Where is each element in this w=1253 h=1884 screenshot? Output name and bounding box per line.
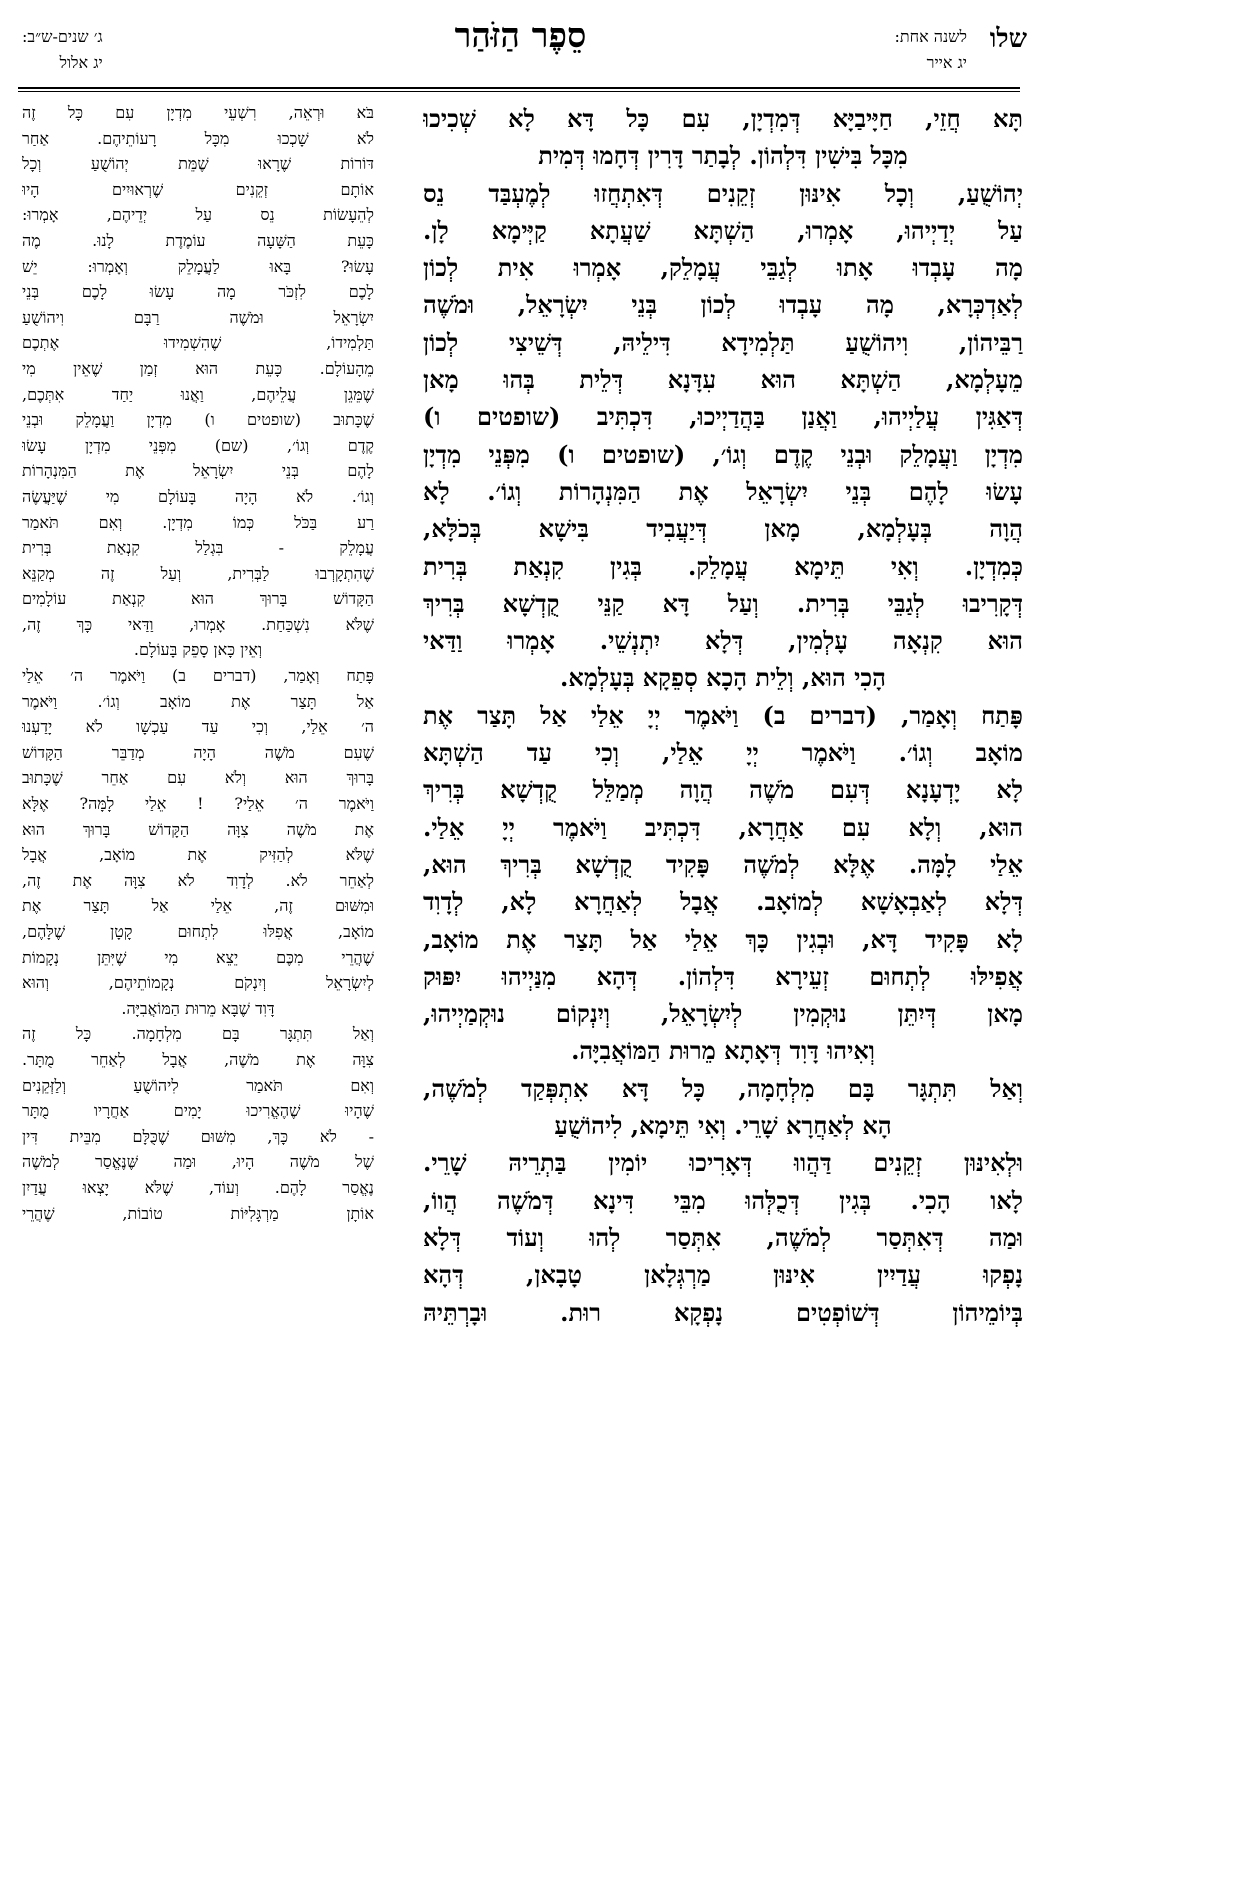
text-line: וּלְאִינּוּן זְקֵנִים דַּהֲווּ דְּאָרִיכוּ יוֹמִין בַּתְרֵיהּ שָׁרֵי. bbox=[423, 1148, 1023, 1178]
text-line: שֶׁעִם מֹשֶׁה הָיָה מְדַבֵּר הַקָּדוֹשׁ bbox=[22, 742, 374, 762]
text-line: לָאו הָכִי. בְּגִין דְּכֻלְּהוּ מִבֵּי דִּינָא דְּמֹשֶׁה הֲווֹ, bbox=[423, 1185, 1023, 1215]
text-line: בֹּא וּרְאֵה, רִשְׁעֵי מִדְיָן עִם כָּל זֶה bbox=[22, 103, 374, 122]
header-rule-bottom bbox=[18, 91, 1020, 92]
text-line: לֹא שָׁכְכוּ מִכָּל רָעוֹתֵיהֶם. אַחַר bbox=[22, 128, 374, 148]
text-line: מָאן דְּיִתֵּן נוּקְמִין לְיִשְׂרָאֵל, וְיִנְקוֹם נוּקְמַיְיהוּ, bbox=[423, 999, 1023, 1029]
text-line: הֲוָה בְּעָלְמָא, מָאן דְּיַעֲבִיד בִּישָׁא בְּכֹלָּא, bbox=[423, 514, 1023, 544]
text-line: לָהֶם בְּנֵי יִשְׂרָאֵל אֶת הַמִּנְהָרוֹת bbox=[22, 461, 374, 481]
text-line: אוֹתָן מַרְגָּלִיּוֹת טוֹבוֹת, שֶׁהֲרֵי bbox=[22, 1203, 374, 1223]
text-line: הָכִי הוּא, וְלֵית הָכָא סְפֵקָא בְּעָלְמָא. bbox=[560, 663, 886, 693]
text-line: וּמִשּׁוּם זֶה, אֵלַי אַל תָּצַר אֶת bbox=[22, 896, 374, 916]
text-line: דְּאַגִּין עֲלַיְיהוּ, וַאֲנַן בַּהֲדַיְיכוּ, דִּכְתִּיב (שופטים ו) bbox=[423, 402, 1023, 432]
text-line: רַע בַּכֹּל כְּמוֹ מִדְיָן. וְאִם תֹּאמַר bbox=[22, 512, 374, 532]
text-line: נָפְקוּ עֲדַיִין אִינּוּן מַרְגְּלָאן טָבָאן, דְּהָא bbox=[423, 1260, 1023, 1290]
text-line: דּוֹרוֹת שֶׁרָאוּ שֶׁמֵּת יְהוֹשֻׁעַ וְכָל bbox=[22, 154, 374, 174]
text-line: וְאֵין כָּאן סָפֵק בָּעוֹלָם. bbox=[133, 640, 263, 660]
text-line: תַּלְמִידוֹ, שֶׁהִשְׁמִידוּ אֶתְכֶם bbox=[22, 333, 374, 353]
text-line: אֵלַי לָמָּה. אֶלָּא לְמֹשֶׁה פָּקִיד קֻדְשָׁא בְּרִיךְ הוּא, bbox=[423, 849, 1023, 879]
book-title: סֵפֶר הַזֹּהַר bbox=[454, 16, 587, 56]
header-rule-top bbox=[18, 87, 1020, 89]
schedule-label: לשנה אחת: bbox=[894, 27, 967, 46]
text-line: וַיֹּאמֶר ה׳ אֵלַי? ! אֵלַי לָמָּה? אֶלָּא bbox=[22, 794, 374, 814]
text-line: יִשְׂרָאֵל וּמֹשֶׁה רַבָּם וִיהוֹשֻׁעַ bbox=[22, 307, 374, 327]
text-line: עֲמָלֵק - בִּגְלַל קִנְאַת בְּרִית bbox=[22, 538, 374, 558]
text-line: לָא יָדְעָנָא דְּעִם מֹשֶׁה הֲוָה מְמַלֵּל קֻדְשָׁא בְּרִיךְ bbox=[423, 775, 1023, 805]
text-line: עָשׂוּ לָהֶם בְּנֵי יִשְׂרָאֵל אֶת הַמִּנְהָרוֹת וְגוֹ׳. לָא bbox=[423, 476, 1023, 506]
text-line: דָּוִד שֶׁבָּא מֵרוּת הַמּוֹאֲבִיָּה. bbox=[121, 998, 275, 1018]
text-line: לְהֵעָשׂוֹת נֵס עַל יְדֵיהֶם, אָמְרוּ: bbox=[22, 205, 374, 225]
text-line: וְאִיהוּ דָּוִד דְּאָתָא מֵרוּת הַמּוֹאֲבִיָּה. bbox=[571, 1036, 875, 1066]
text-line: מֵעָלְמָא, הַשְׁתָּא הוּא עִדָּנָא דְּלֵית בְּהוּ מָאן bbox=[423, 365, 1023, 395]
text-line: דְּקָרִיבוּ לְגַבֵּי בְּרִית. וְעַל דָּא קַנֵּי קֻדְשָׁא בְּרִיךְ bbox=[423, 588, 1023, 618]
text-line: ה׳ אֵלַי, וְכִי עַד עַכְשָׁו לֹא יָדַעְנוּ bbox=[22, 717, 374, 737]
text-line: - לֹא כָּךְ, מִשּׁוּם שֶׁכֻּלָּם מִבֵּית דִּין bbox=[22, 1126, 374, 1146]
text-line: הוּא קִנְאָה עָלְמִין, דְּלָא יִתְנְשֵׁי. אָמְרוּ וַדַּאי bbox=[423, 626, 1023, 656]
page-number: שלו bbox=[989, 24, 1027, 54]
text-line: הוּא, וְלָא עִם אַחֲרָא, דִּכְתִּיב וַיֹּאמֶר יְיָ אֵלַי. bbox=[423, 812, 1023, 842]
text-line: עַל יְדַיְיהוּ, אָמְרוּ, הַשְׁתָּא שַׁעֲתָא קַיְּימָא לָן. bbox=[423, 215, 1023, 245]
text-line: כָּעֵת הַשָּׁעָה עוֹמֶדֶת לָנוּ. מֶה bbox=[22, 230, 374, 250]
text-line: מִכָּל בִּישִׁין דִּלְהוֹן. לְבָתַר דָּרִין דְּחָמוּ דְּמִית bbox=[538, 141, 908, 171]
text-line: נֶאֱסַר לָהֶם. וְעוֹד, שֶׁלֹּא יָצְאוּ עֲדַיִן bbox=[22, 1177, 374, 1197]
text-line: וְאַל תִּתְגָּר בָּם מִלְחָמָה. כָּל זֶה bbox=[22, 1024, 374, 1044]
text-line: שֶׁכָּתוּב (שופטים ו) מִדְיָן וַעֲמָלֵק וּבְנֵי bbox=[22, 410, 374, 430]
text-line: הָא לְאַחֲרָא שָׁרֵי. וְאִי תֵּימָא, לִיהוֹשֻׁעַ bbox=[554, 1111, 892, 1141]
text-line: וְגוֹ׳. לֹא הָיָה בָּעוֹלָם מִי שֶׁיַּעֲשֶׂה bbox=[22, 486, 374, 506]
text-line: שֶׁלֹּא לְהַזִּיק אֶת מוֹאָב, אֲבָל bbox=[22, 845, 374, 865]
text-line: שֶׁהָיוּ שֶׁהֶאֱרִיכוּ יָמִים אַחֲרָיו מֻתָּר bbox=[22, 1101, 374, 1121]
text-line: לְאַחֵר לֹא. לְדָוִד לֹא צִוָּה אֶת זֶה, bbox=[22, 870, 374, 890]
text-line: מָה עָבְדוּ אָתוּ לְגַבֵּי עֲמָלֵק, אָמְרוּ אִית לְכוֹן bbox=[423, 253, 1023, 283]
text-line: דְּלָא לְאַבְאָשָׁא לְמוֹאָב. אֲבָל לְאַחֲרָא לָא, לְדָוִד bbox=[423, 887, 1023, 917]
text-line: פָּתַח וְאָמַר, (דברים ב) וַיֹּאמֶר יְיָ אֵלַי אַל תָּצַר אֶת bbox=[423, 700, 1023, 730]
study-schedule-three-year bbox=[22, 24, 103, 76]
text-line: בְּיוֹמֵיהוֹן דְּשׁוֹפְטִים נָפְקָא רוּת. וּבָרְתֵּיהּ bbox=[423, 1297, 1023, 1327]
text-line: קֶדֶם וְגוֹ׳, (שם) מִפְּנֵי מִדְיָן עָשׂוּ bbox=[22, 435, 374, 455]
schedule-date: יג אייר bbox=[926, 53, 967, 72]
text-line: אֲפִילּוּ לְתְחוּם זְעֵירָא דִּלְהוֹן. דְּהָא מִנַּיְיהוּ יִפּוּק bbox=[423, 961, 1023, 991]
text-line: לָכֶם לִזְכֹּר מָה עָשׂוּ לָכֶם בְּנֵי bbox=[22, 282, 374, 302]
text-line: שֶׁל מֹשֶׁה הָיוּ, וּמַה שֶּׁנֶּאֱסַר לְמֹשֶׁה bbox=[22, 1152, 374, 1172]
text-line: מֵהָעוֹלָם. כָּעֵת הוּא זְמַן שֶׁאֵין מִי bbox=[22, 358, 374, 378]
text-line: מוֹאָב וְגוֹ׳. וַיֹּאמֶר יְיָ אֵלַי, וְכִי עַד הַשְׁתָּא bbox=[423, 738, 1023, 768]
text-line: אַל תָּצַר אֶת מוֹאָב וְגוֹ׳. וַיֹּאמֶר bbox=[22, 691, 374, 711]
text-line: אֶת מֹשֶׁה צִוָּה הַקָּדוֹשׁ בָּרוּךְ הוּא bbox=[22, 819, 374, 839]
text-line: שֶׁהֲרֵי מִכֶּם יֵצֵא מִי שֶׁיִּתֵּן נְקָמוֹת bbox=[22, 947, 374, 967]
text-line: וּמַה דְּאִתְּסַר לְמֹשֶׁה, אִתְּסַר לְהוּ וְעוֹד דְּלָא bbox=[423, 1222, 1023, 1252]
text-line: רַבֵּיהוֹן, וִיהוֹשֻׁעַ תַּלְמִידָא דִּילֵיהּ, דְּשֵׁיצִי לְכוֹן bbox=[423, 327, 1023, 357]
text-line: וְאִם תֹּאמַר לִיהוֹשֻׁעַ וְלַזְּקֵנִים bbox=[22, 1075, 374, 1095]
text-line: מוֹאָב, אֲפִלּוּ לִתְחוּם קָטָן שֶׁלָּהֶם, bbox=[22, 922, 374, 941]
hebrew-translation-text bbox=[22, 100, 374, 1226]
page-header bbox=[0, 0, 1041, 92]
text-line: שֶׁלֹּא נִשְׁכַּחַת. אָמְרוּ, וַדַּאי כָּךְ זֶה, bbox=[22, 614, 374, 634]
text-line: תָּא חֲזֵי, חַיָּיבַיָּא דְּמִדְיָן, עִם כָּל דָּא לָא שְׁכִיכוּ bbox=[423, 104, 1023, 133]
text-line: לְאַדְכְּרָא, מָה עָבְדוּ לְכוֹן בְּנֵי יִשְׂרָאֵל, וּמֹשֶׁה bbox=[423, 290, 1023, 320]
aramaic-main-text bbox=[423, 100, 1023, 1331]
text-line: פָּתַח וְאָמַר, (דברים ב) וַיֹּאמֶר ה׳ אֵלַי bbox=[22, 666, 374, 686]
text-line: בָּרוּךְ הוּא וְלֹא עִם אַחֵר שֶׁכָּתוּב bbox=[22, 768, 374, 788]
text-line: הַקָּדוֹשׁ בָּרוּךְ הוּא קִנְאַת עוֹלָמִים bbox=[22, 589, 374, 609]
text-line: שֶׁהִתְקָרְבוּ לַבְּרִית, וְעַל זֶה מְקַנֵּא bbox=[22, 563, 374, 583]
text-line: וְאַל תִּתְגָּר בָּם מִלְחָמָה, כָּל דָּא אִתְפְּקַד לְמֹשֶׁה, bbox=[423, 1073, 1023, 1103]
text-line: עָשׂוּ? בָּאוּ לַעֲמָלֵק וְאָמְרוּ: יֵשׁ bbox=[22, 256, 374, 276]
schedule-label: ג׳ שנים-ש״ב: bbox=[22, 27, 103, 46]
text-line: שֶׁמֵּגֵן עֲלֵיהֶם, וַאֲנוּ יַחַד אִתְּכֶם, bbox=[22, 384, 374, 404]
text-line: יְהוֹשֻׁעַ, וְכָל אִינּוּן זְקֵנִים דְּאִתְחֲזוּ לְמֶעְבַּד נֵס bbox=[423, 178, 1023, 208]
text-line: כְּמִדְיָן. וְאִי תֵּימָא עֲמָלֵק. בְּגִין קִנְאַת בְּרִית bbox=[423, 551, 1023, 581]
text-line: אוֹתָם זְקֵנִים שֶׁרְאוּיִים הָיוּ bbox=[22, 179, 374, 199]
text-line: מִדְיָן וַעֲמָלֵק וּבְנֵי קֶדֶם וְגוֹ׳, (שופטים ו) מִפְּנֵי מִדְיָן bbox=[423, 439, 1023, 469]
schedule-date: יג אלול bbox=[59, 53, 103, 72]
text-line: צִוָּה אֶת מֹשֶׁה, אֲבָל לְאַחֵר מֻתָּר. bbox=[22, 1049, 374, 1069]
text-line: לָא פָּקִיד דָּא, וּבְגִין כָּךְ אֵלַי אַל תָּצַר אֶת מוֹאָב, bbox=[423, 924, 1023, 954]
text-line: לְיִשְׂרָאֵל וְיִנְקֹם נְקָמוֹתֵיהֶם, וְהוּא bbox=[22, 973, 374, 993]
